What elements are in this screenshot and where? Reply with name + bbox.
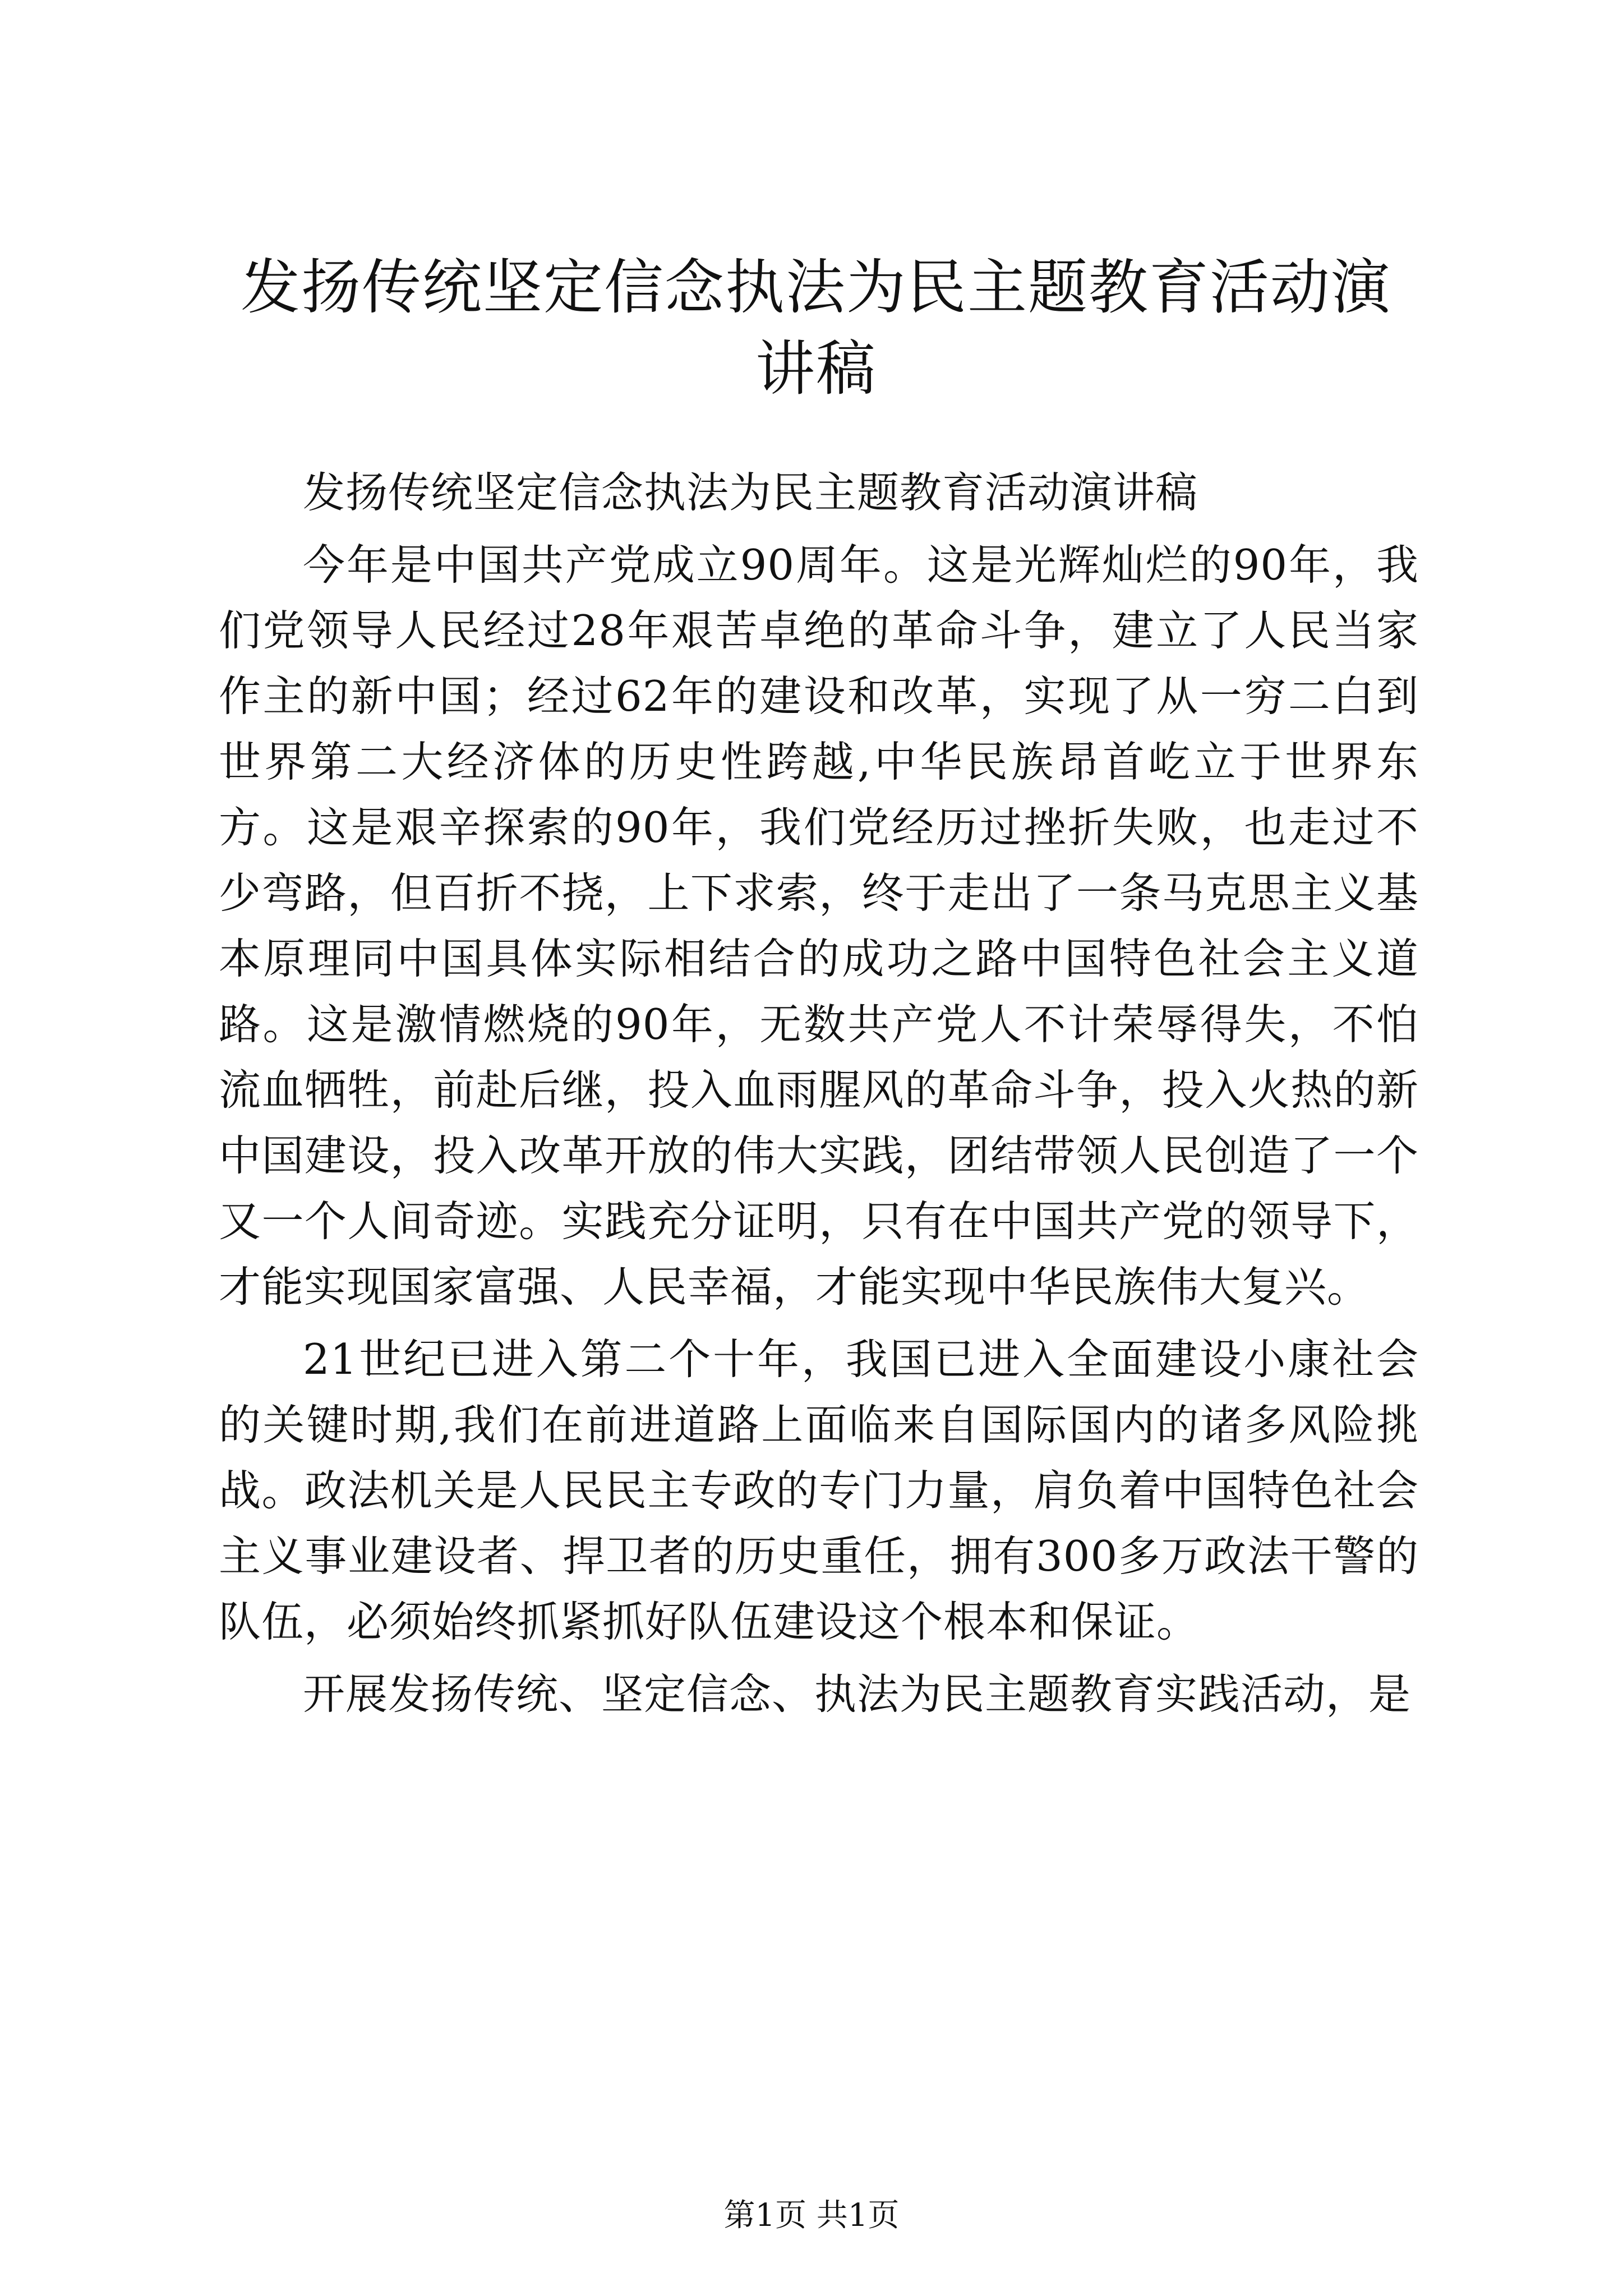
page-footer: 第1页 共1页: [723, 2197, 900, 2234]
document-title: 发扬传统坚定信念执法为民主题教育活动演讲稿: [241, 253, 1391, 403]
paragraph-3: 开展发扬传统、坚定信念、执法为民主题教育实践活动，是: [303, 1669, 1412, 1719]
paragraph-2: 21世纪已进入第二个十年，我国已进入全面建设小康社会的关键时期,我们在前进道路上面临来自国际国内的诸多风险挑战。政法机关是人民民主专政的专门力量，肩负着中国特色社会主义事业建设者、捍卫者的历史重任，拥有300多万政法干警的队伍，必须始终抓紧抓好队伍建设这个根本和保证。: [219, 1335, 1419, 1646]
document-body: [219, 460, 1419, 1734]
paragraph-subtitle: 发扬传统坚定信念执法为民主题教育活动演讲稿: [303, 468, 1198, 517]
paragraph-1: 今年是中国共产党成立90周年。这是光辉灿烂的90年，我们党领导人民经过28年艰苦卓绝的革命斗争，建立了人民当家作主的新中国；经过62年的建设和改革，实现了从一穷二白到世界第二大经济体的历史性跨越,中华民族昂首屹立于世界东方。这是艰辛探索的90年，我们党经历过挫折失败，也走过不少弯路，但百折不挠，上下求索，终于走出了一条马克思主义基本原理同中国具体实际相结合的成功之路中国特色社会主义道路。这是激情燃烧的90年，无数共产党人不计荣辱得失，不怕流血牺牲，前赴后继，投入血雨腥风的革命斗争，投入火热的新中国建设，投入改革开放的伟大实践，团结带领人民创造了一个又一个人间奇迹。实践充分证明，只有在中国共产党的领导下，才能实现国家富强、人民幸福，才能实现中华民族伟大复兴。: [219, 540, 1419, 1312]
